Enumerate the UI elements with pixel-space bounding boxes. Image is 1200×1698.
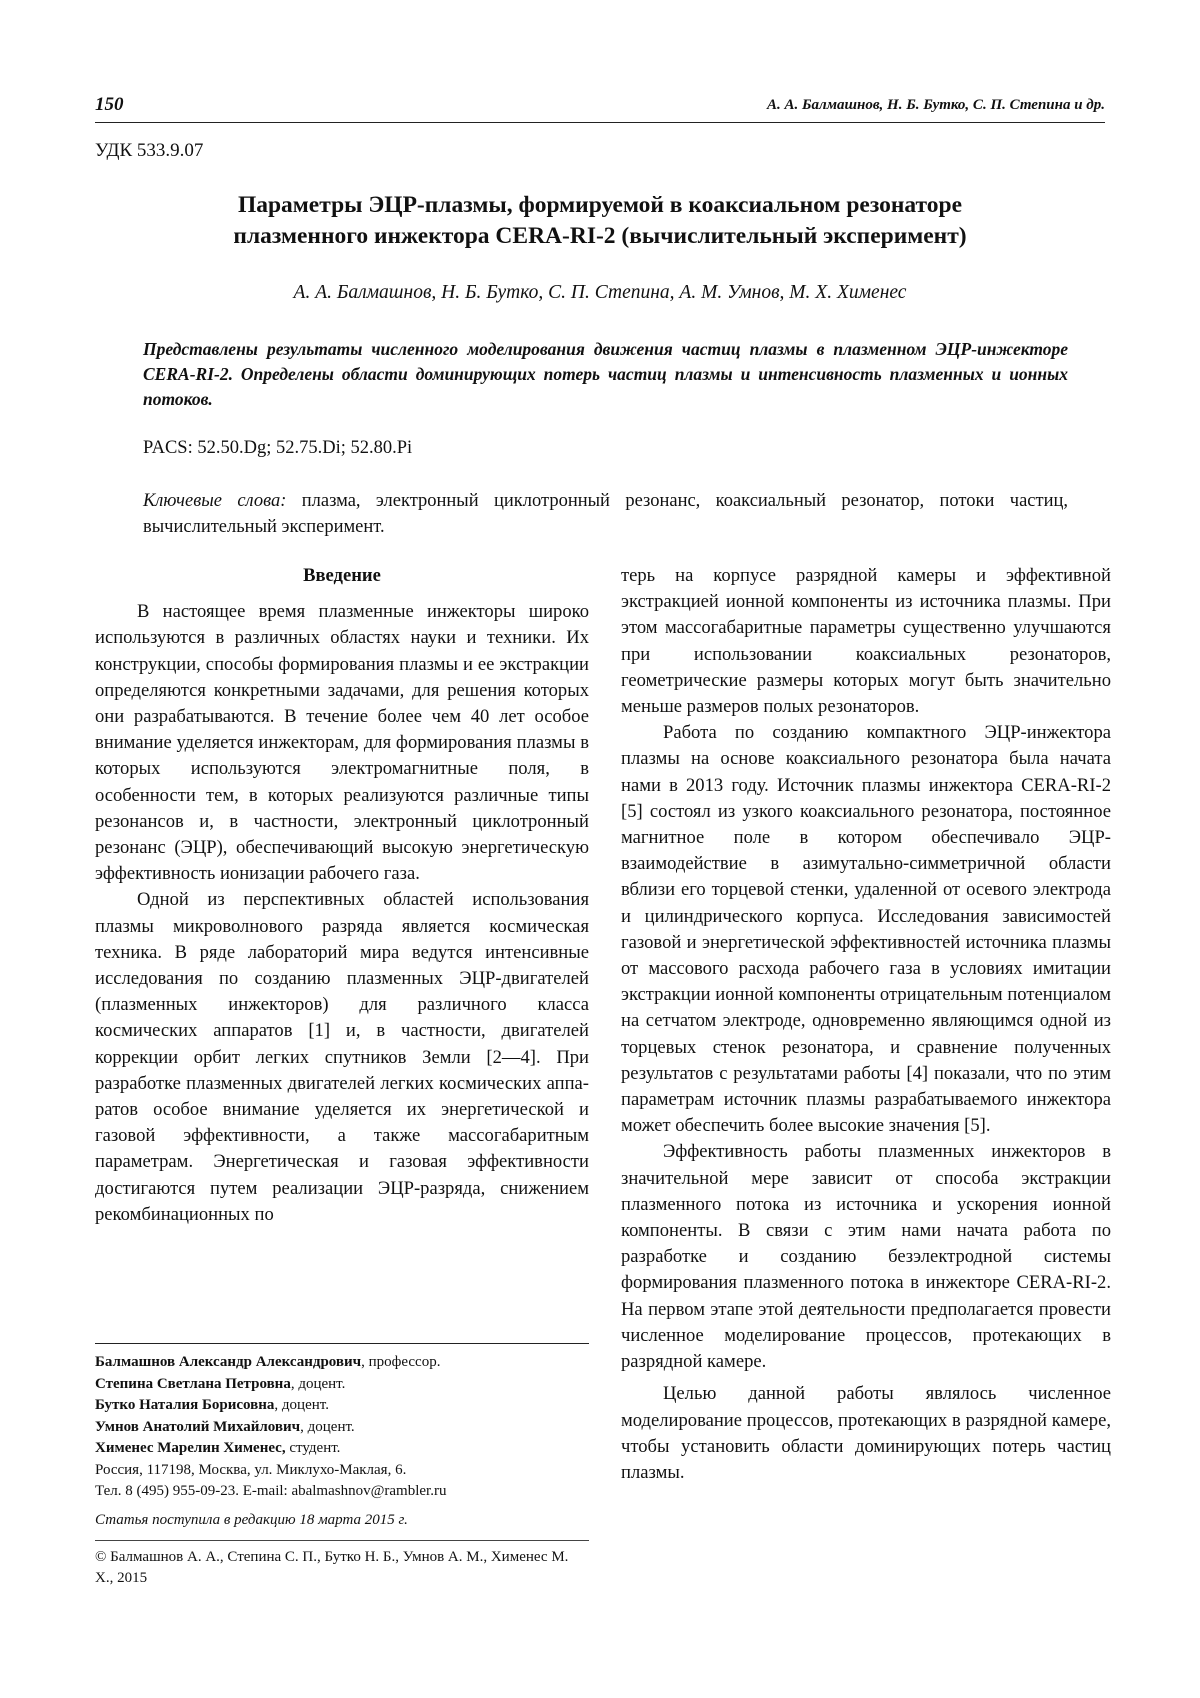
- footnote-author: [95, 1395, 589, 1417]
- footnote-author-name: Бутко Наталия Борисовна: [95, 1397, 275, 1413]
- footnote-author-name: Умнов Анатолий Михайлович: [95, 1418, 301, 1435]
- page-number: 150: [95, 94, 124, 115]
- footnote-author-role: , доцент.: [290, 1375, 346, 1392]
- keywords-text: плазма, электронный циклотронный резонанс, коаксиальный резонатор, потоки частиц, вычислительный эксперимент.: [143, 491, 1068, 537]
- footnote-author: [95, 1417, 589, 1439]
- keywords: [143, 488, 1068, 540]
- running-head: А. А. Балмашнов, Н. Б. Бутко, С. П. Степина и др.: [767, 97, 1105, 113]
- body-paragraph: В настоящее время плазменные инжекторы широко используются в различных областях науки и техники. Их конструкции, способы формирования плазмы и ее экстракции определяются конкретными задачами, для решения которых они разрабатываются. В течение более чем 40 лет особое внимание уделяется инжекторам, для формирования плазмы в которых используются электромагнитные поля, в особенности тем, в которых реализуются различные типы резонансов и, в частности, электронный циклотронный резонанс (ЭЦР), обеспечивающий высокую энергетическую эффективность ионизации рабочего газа.: [95, 601, 589, 885]
- body-paragraph: Работа по созданию компактного ЭЦР-инжектора плазмы на основе коаксиального резонатора была начата нами в 2013 году. Источник плазмы инжектора CERA-RI-2 [5] состоял из узкого коаксиального резонатора, постоянное магнитное поле в котором обеспечивало ЭЦР-взаимодействие в азимутально-симметричной области вблизи его торцевой стенки, удаленной от осевого электрода и цилиндрического корпуса. Исследования зависимостей газовой и энергетической эффективностей источника плазмы от массового расхода рабочего газа в условиях имитации экстракции ионной компоненты отрицательным потенциалом на сетчатом электроде, одновременно являющимся одной из торцевых стенок резонатора, и сравнение полученных результатов с результатами работы [4] показали, что по этим параметрам источник плазмы разрабатываемого инжектора может обеспечить более высокие значения [5].: [621, 722, 1111, 1137]
- body-paragraph: терь на корпусе разрядной камеры и эффективной экстракцией ионной компоненты из источника плазмы. При этом массогабаритные параметры существенно улучшаются при использовании коаксиальных резонаторов, геометрические размеры которых могут быть значительно меньше размеров полых резонаторов.: [621, 565, 1111, 718]
- page-header: [95, 88, 1105, 123]
- footnote-author: [95, 1352, 589, 1374]
- section-heading-introduction: Введение: [303, 565, 381, 586]
- footnote-author-name: Степина Светлана Петровна: [95, 1375, 291, 1392]
- footnote-author: [95, 1438, 589, 1460]
- copyright-divider: [95, 1540, 589, 1541]
- footnote-author-role: , профессор.: [361, 1354, 441, 1370]
- footnote-divider: [95, 1343, 589, 1344]
- article-title: [95, 190, 1105, 252]
- pacs-codes: PACS: 52.50.Dg; 52.75.Di; 52.80.Pi: [143, 438, 413, 458]
- footnote-author-role: , доцент.: [274, 1397, 329, 1413]
- title-line-2: плазменного инжектора CERA-RI-2 (вычислительный эксперимент): [233, 223, 967, 249]
- footnote-author-role: , доцент.: [300, 1418, 355, 1435]
- author-list: А. А. Балмашнов, Н. Б. Бутко, С. П. Степина, А. М. Умнов, М. Х. Хименес: [293, 282, 907, 303]
- footnote-author: [95, 1374, 589, 1396]
- body-paragraph: Эффективность работы плазменных инжекторов в значительной мере зависит от способа экстракции плазменного потока из источника и ускорения ионной компоненты. В связи с этим нами начата работа по разработке и созданию безэлектродной системы формирования плазменного потока в инжекторе CERA-RI-2. На первом этапе этой деятельности предполагается провести численное моделирование процессов, протекающих в разрядной камере.: [621, 1141, 1111, 1373]
- footnote-author-name: Балмашнов Александр Александрович: [95, 1354, 362, 1370]
- body-paragraph: Одной из перспективных областей использования плазмы микроволнового разряда является космическая техника. В ряде лабораторий мира ведутся интенсивные исследования по созданию плазменных ЭЦР-двигателей (плазменных инжекторов) для различного класса космических аппаратов [1] и, в частности, двигателей коррекции орбит легких спутников Земли [2—4]. При разработке плазменных двигателей легких космических аппаратов особое внимание уделяется их энергетической и газовой эффективности, а также массогабаритным параметрам. Энергетическая и газовая эффективности достигаются путем реализации ЭЦР-разряда, снижением рекомбинационных по: [95, 889, 589, 1225]
- left-column: [95, 563, 589, 1228]
- footnote-address: Россия, 117198, Москва, ул. Миклухо-Маклая, 6.: [95, 1461, 407, 1478]
- author-footnotes: [95, 1352, 589, 1503]
- copyright-notice: © Балмашнов А. А., Степина С. П., Бутко Н. Б., Умнов А. М., Хименес М. Х., 2015: [95, 1549, 569, 1586]
- body-paragraph: Целью данной работы являлось численное моделирование процессов, протекающих в разрядной камере, чтобы установить области доминирующих потерь частиц плазмы.: [621, 1383, 1111, 1483]
- title-line-1: Параметры ЭЦР-плазмы, формируемой в коаксиальном резонаторе: [237, 192, 963, 218]
- footnote-author-role: студент.: [285, 1440, 341, 1456]
- udc-code: УДК 533.9.07: [95, 140, 204, 161]
- received-date: Статья поступила в редакцию 18 марта 2015 г.: [95, 1512, 408, 1528]
- footnote-contact: Тел. 8 (495) 955-09-23. E-mail: abalmashnov@rambler.ru: [95, 1483, 447, 1499]
- abstract: Представлены результаты численного моделирования движения частиц плазмы в плазменном ЭЦР-инжекторе CERA-RI-2. Определены области доминирующих потерь частиц плазмы и интенсивность плазменных и ионных потоков.: [143, 339, 1068, 409]
- keywords-label: Ключевые слова:: [143, 491, 287, 511]
- footnote-author-name: Хименес Марелин Хименес,: [95, 1440, 286, 1456]
- right-column: [621, 563, 1111, 1486]
